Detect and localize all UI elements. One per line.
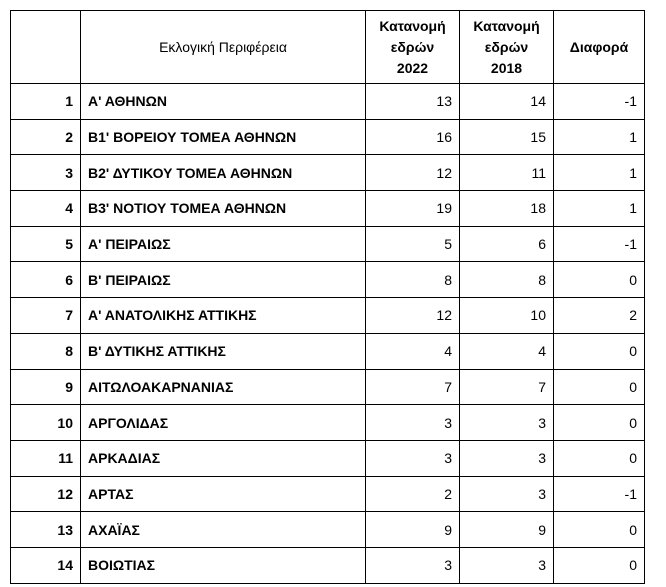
seats-2022: 3	[366, 440, 460, 476]
table-row	[11, 547, 645, 583]
seats-2022: 12	[366, 155, 460, 191]
seats-2022: 9	[366, 512, 460, 548]
seat-difference: 1	[554, 155, 645, 191]
seats-2022: 13	[366, 84, 460, 120]
seats-2022: 7	[366, 369, 460, 405]
seats-2018: 8	[460, 262, 554, 298]
seats-2022: 12	[366, 298, 460, 334]
seats-2018: 9	[460, 512, 554, 548]
table-row	[11, 262, 645, 298]
row-number: 3	[11, 155, 81, 191]
seats-2022-header-line: 2022	[396, 59, 429, 76]
seat-difference: 0	[554, 333, 645, 369]
seats-2022: 4	[366, 333, 460, 369]
seats-2018: 3	[460, 547, 554, 583]
seats-2018-header-line: 2018	[490, 59, 523, 76]
seat-allocation-table	[10, 10, 645, 584]
seats-2022-header	[366, 11, 460, 84]
seats-2018: 3	[460, 440, 554, 476]
seats-2022-header-line: Κατανομή	[379, 17, 446, 34]
row-number: 12	[11, 476, 81, 512]
header-row	[11, 11, 645, 84]
seats-2022: 8	[366, 262, 460, 298]
seats-2018-header	[460, 11, 554, 84]
seats-2018: 3	[460, 476, 554, 512]
seats-2018: 6	[460, 226, 554, 262]
seats-2018: 4	[460, 333, 554, 369]
seat-difference: 0	[554, 547, 645, 583]
region-name: Β1' ΒΟΡΕΙΟΥ ΤΟΜΕΑ ΑΘΗΝΩΝ	[81, 119, 366, 155]
table-row	[11, 405, 645, 441]
seat-difference: 0	[554, 369, 645, 405]
row-number: 5	[11, 226, 81, 262]
seats-2018: 10	[460, 298, 554, 334]
table-row	[11, 298, 645, 334]
table-row	[11, 440, 645, 476]
seat-difference: -1	[554, 226, 645, 262]
region-name: Α' ΑΝΑΤΟΛΙΚΗΣ ΑΤΤΙΚΗΣ	[81, 298, 366, 334]
row-number: 4	[11, 191, 81, 227]
seats-2018: 14	[460, 84, 554, 120]
region-name: Α' ΑΘΗΝΩΝ	[81, 84, 366, 120]
seats-2022: 2	[366, 476, 460, 512]
region-name: ΑΙΤΩΛΟΑΚΑΡΝΑΝΙΑΣ	[81, 369, 366, 405]
seats-2018: 11	[460, 155, 554, 191]
seat-difference: 0	[554, 440, 645, 476]
row-number: 10	[11, 405, 81, 441]
region-name: ΑΧΑΪΑΣ	[81, 512, 366, 548]
row-number: 1	[11, 84, 81, 120]
seats-2022: 19	[366, 191, 460, 227]
seat-difference: 2	[554, 298, 645, 334]
row-number: 8	[11, 333, 81, 369]
seats-2022-header-line: εδρών	[390, 38, 435, 55]
table-row	[11, 226, 645, 262]
table-row	[11, 333, 645, 369]
region-name: Α' ΠΕΙΡΑΙΩΣ	[81, 226, 366, 262]
region-name: ΑΡΚΑΔΙΑΣ	[81, 440, 366, 476]
table-row	[11, 191, 645, 227]
index-header	[11, 11, 81, 84]
row-number: 11	[11, 440, 81, 476]
seat-difference: 0	[554, 262, 645, 298]
table-row	[11, 476, 645, 512]
table-row	[11, 84, 645, 120]
seats-2018: 7	[460, 369, 554, 405]
seats-2018: 3	[460, 405, 554, 441]
seat-difference: 0	[554, 405, 645, 441]
region-name: ΑΡΓΟΛΙΔΑΣ	[81, 405, 366, 441]
seat-difference: -1	[554, 84, 645, 120]
row-number: 7	[11, 298, 81, 334]
region-name: ΑΡΤΑΣ	[81, 476, 366, 512]
seat-difference: 0	[554, 512, 645, 548]
region-name: Β' ΔΥΤΙΚΗΣ ΑΤΤΙΚΗΣ	[81, 333, 366, 369]
row-number: 14	[11, 547, 81, 583]
table-row	[11, 155, 645, 191]
region-name: Β2' ΔΥΤΙΚΟΥ ΤΟΜΕΑ ΑΘΗΝΩΝ	[81, 155, 366, 191]
row-number: 9	[11, 369, 81, 405]
seats-2018: 18	[460, 191, 554, 227]
seat-difference: 1	[554, 119, 645, 155]
table-row	[11, 119, 645, 155]
region-header: Εκλογική Περιφέρεια	[81, 11, 366, 84]
row-number: 13	[11, 512, 81, 548]
table-row	[11, 369, 645, 405]
table-row	[11, 512, 645, 548]
seat-difference: 1	[554, 191, 645, 227]
row-number: 6	[11, 262, 81, 298]
table-body	[11, 84, 645, 584]
seats-2022: 3	[366, 547, 460, 583]
seats-2018-header-line: Κατανομή	[473, 17, 540, 34]
seat-difference: -1	[554, 476, 645, 512]
seats-2022: 5	[366, 226, 460, 262]
seats-2018-header-line: εδρών	[484, 38, 529, 55]
seats-2022: 3	[366, 405, 460, 441]
difference-header: Διαφορά	[554, 11, 645, 84]
row-number: 2	[11, 119, 81, 155]
region-name: Β' ΠΕΙΡΑΙΩΣ	[81, 262, 366, 298]
seats-2018: 15	[460, 119, 554, 155]
region-name: Β3' ΝΟΤΙΟΥ ΤΟΜΕΑ ΑΘΗΝΩΝ	[81, 191, 366, 227]
region-name: ΒΟΙΩΤΙΑΣ	[81, 547, 366, 583]
seats-2022: 16	[366, 119, 460, 155]
